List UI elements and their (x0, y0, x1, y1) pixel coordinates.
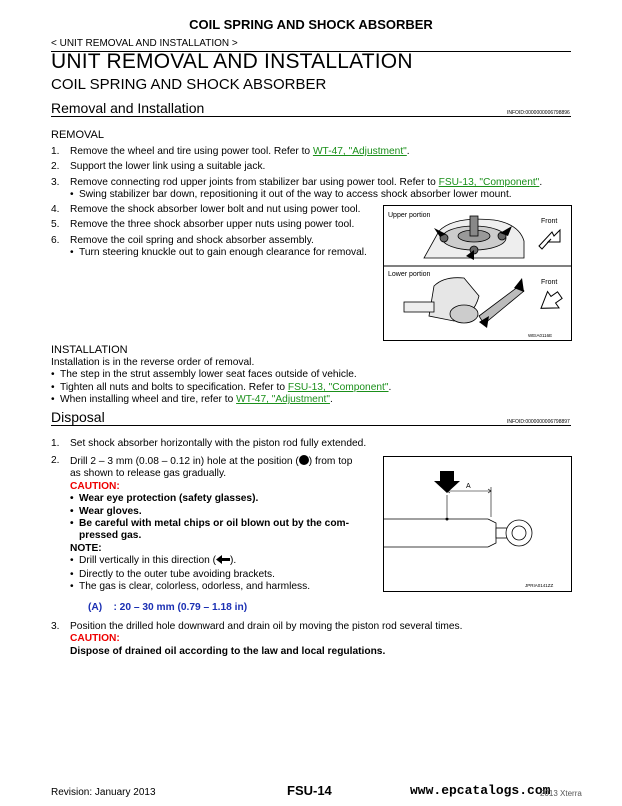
drill-point-icon (446, 518, 449, 521)
shock-absorber-illustration (384, 457, 571, 591)
shock-body (384, 519, 532, 547)
front-label-lower: Front (541, 279, 558, 286)
note-item: • The gas is clear, colorless, odorless, and harmless. (70, 581, 379, 593)
page-number: FSU-14 (287, 783, 332, 798)
lower-mount-drawing (404, 278, 524, 324)
removal-step-bullet: • Swing stabilizer bar down, repositioning it out of the way to access shock absorber lower mount. (70, 189, 573, 201)
front-label-upper: Front (541, 218, 558, 225)
caution-item: • Be careful with metal chips or oil blown out by the com- pressed gas. (70, 518, 379, 543)
removal-installation-heading: Removal and Installation (51, 100, 205, 116)
strut-removal-figure (383, 205, 572, 341)
shock-absorber-figure (383, 456, 572, 592)
caution-text: Dispose of drained oil according to the law and local regulations. (70, 645, 386, 657)
disposal-step-2: 2. Drill 2 – 3 mm (0.08 – 0.12 in) hole at the position ( ) from top as shown to release gas gradually. CAUTION: • Wear eye protection (safety glasses). • Wear gloves. • Be careful with metal chips or oil blown out by the com- pressed gas. NOTE: • Drill vertically in this direction ( ). • Directly to the outer tube avoiding brackets. • The gas is clear, colorless, odorless, and harmless. (51, 455, 379, 593)
spec-a: (A) : 20 – 30 mm (0.79 – 1.18 in) (88, 602, 248, 613)
heading-rule (51, 425, 571, 426)
note-item: • Drill vertically in this direction ( ). (70, 555, 379, 568)
installation-heading: INSTALLATION (51, 344, 128, 356)
section-title: UNIT REMOVAL AND INSTALLATION (51, 50, 413, 73)
caution-item: • Wear gloves. (70, 506, 379, 518)
front-arrow-icon (539, 230, 560, 249)
page-header-title: COIL SPRING AND SHOCK ABSORBER (189, 17, 433, 32)
figure-code: JPRIA0141ZZ (525, 583, 554, 588)
lower-portion-label: Lower portion (388, 271, 431, 278)
info-id: INFOID:0000000006798896 (507, 110, 570, 116)
upper-portion-label: Upper portion (388, 212, 431, 219)
caution-item: • Wear eye protection (safety glasses). (70, 493, 379, 505)
removal-step-bullet: • Turn steering knuckle out to gain enough clearance for removal. (70, 247, 379, 259)
disposal-step-1: 1. Set shock absorber horizontally with the piston rod fully extended. (51, 438, 367, 449)
strut-illustration (384, 206, 571, 340)
section-subtitle: COIL SPRING AND SHOCK ABSORBER (51, 76, 327, 93)
disposal-step-3: 3. Position the drilled hole downward and drain oil by moving the piston rod several times. CAUTION: Dispose of drained oil according to the law and local regulations. (51, 621, 573, 658)
revision-date: Revision: January 2013 (51, 787, 156, 798)
caution-label: CAUTION: (70, 633, 120, 645)
removal-step: 4. Remove the shock absorber lower bolt and nut using power tool. (51, 204, 361, 215)
link-fsu-13[interactable]: FSU-13, "Component" (287, 381, 389, 393)
removal-heading: REMOVAL (51, 129, 104, 141)
heading-rule (51, 116, 571, 117)
removal-step: 5. Remove the three shock absorber upper nuts using power tool. (51, 219, 355, 231)
installation-bullet: • Tighten all nuts and bolts to specification. Refer to FSU-13, "Component". (51, 382, 573, 394)
link-wt-47[interactable]: WT-47, "Adjustment" (312, 146, 407, 157)
caution-label: CAUTION: (70, 480, 120, 492)
removal-steps-continued (51, 204, 379, 260)
breadcrumb: < UNIT REMOVAL AND INSTALLATION > (51, 38, 238, 49)
removal-step: 6. Remove the coil spring and shock absorber assembly. • Turn steering knuckle out to gain enough clearance for removal. (51, 235, 379, 260)
front-arrow-icon (535, 287, 565, 317)
watermark: www.epcatalogs.com (410, 783, 551, 798)
link-wt-47[interactable]: WT-47, "Adjustment" (236, 394, 330, 406)
note-label: NOTE: (70, 542, 102, 554)
drill-arrow-icon (434, 471, 460, 493)
removal-step: 3. Remove connecting rod upper joints from stabilizer bar using power tool. Refer to FSU-13, "Component". • Swing stabilizer bar down, repositioning it out of the way to access shock absorber lower mount. (51, 177, 573, 202)
installation-intro: Installation is in the reverse order of removal. (51, 357, 255, 368)
figure-code: WEIA0116E (528, 333, 553, 338)
installation-body (51, 357, 573, 407)
info-id: INFOID:0000000006798897 (507, 419, 570, 425)
removal-steps (51, 146, 573, 202)
dimension-a-label: A (466, 483, 471, 490)
removal-step: 2. Support the lower link using a suitable jack. (51, 161, 266, 173)
position-marker-icon (299, 455, 309, 465)
disposal-heading: Disposal (51, 409, 105, 425)
model-year: 2013 Xterra (540, 789, 582, 798)
note-item: • Directly to the outer tube avoiding brackets. (70, 569, 379, 581)
link-fsu-13[interactable]: FSU-13, "Component" (438, 176, 540, 188)
removal-step: 1. Remove the wheel and tire using power tool. Refer to WT-47, "Adjustment". (51, 146, 410, 157)
arrow-left-icon (216, 555, 230, 568)
installation-bullet: • The step in the strut assembly lower seat faces outside of vehicle. (51, 369, 573, 381)
installation-bullet: • When installing wheel and tire, refer to WT-47, "Adjustment". (51, 394, 573, 406)
